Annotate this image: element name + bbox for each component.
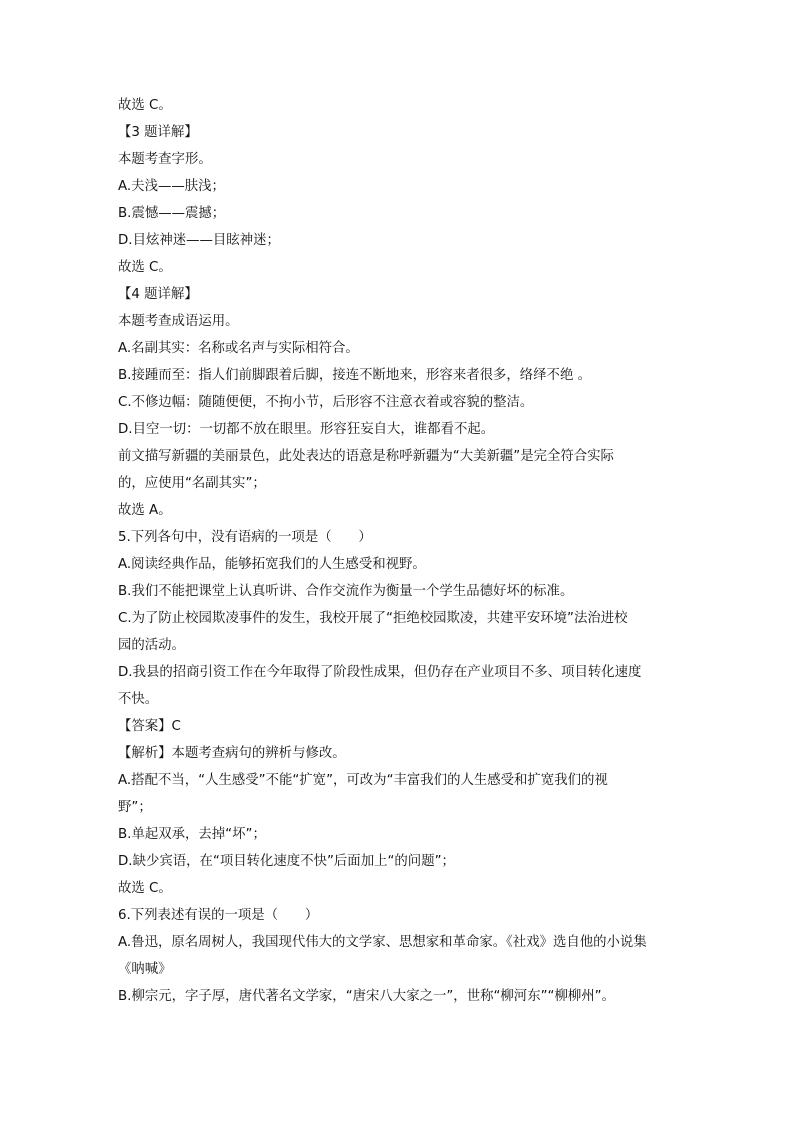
text-line: 前文描写新疆的美丽景色，此处表达的语意是称呼新疆为“大美新疆”是完全符合实际	[118, 449, 614, 464]
text-line: D.我县的招商引资工作在今年取得了阶段性成果，但仍存在产业项目不多、项目转化速度	[118, 665, 642, 680]
text-line: A.鲁迅，原名周树人，我国现代伟大的文学家、思想家和革命家。《社戏》选自他的小说集	[118, 935, 647, 950]
document-page	[118, 92, 678, 1010]
text-line: D.目炫神迷——目眩神迷；	[118, 233, 280, 248]
text-line: 故选 C。	[118, 98, 172, 113]
text-line: 不快。	[118, 692, 159, 707]
text-line: D.缺少宾语，在“项目转化速度不快”后面加上“的问题”；	[118, 854, 455, 869]
text-line: D.目空一切：一切都不放在眼里。形容狂妄自大，谁都看不起。	[118, 422, 495, 437]
section-heading: 【3 题详解】	[118, 125, 198, 140]
question-line: 6.下列表述有误的一项是（ ）	[118, 908, 319, 923]
text-line: 园的活动。	[118, 638, 185, 653]
text-line: B.单起双承，去掉“坏”；	[118, 827, 266, 842]
text-line: A.阅读经典作品，能够拓宽我们的人生感受和视野。	[118, 557, 426, 572]
text-line: B.接踵而至：指人们前脚跟着后脚，接连不断地来，形容来者很多，络绎不绝 。	[118, 368, 591, 383]
text-line: 的，应使用“名副其实”；	[118, 476, 266, 491]
text-line: C.不修边幅：随随便便，不拘小节，后形容不注意衣着或容貌的整洁。	[118, 395, 534, 410]
text-line: A.名副其实：名称或名声与实际相符合。	[118, 341, 359, 356]
section-heading: 【4 题详解】	[118, 287, 198, 302]
text-line: 本题考查成语运用。	[118, 314, 239, 329]
text-line: B.柳宗元，字子厚，唐代著名文学家，“唐宋八大家之一”，世称“柳河东”“柳柳州”。	[118, 989, 615, 1004]
text-line: B.我们不能把课堂上认真听讲、合作交流作为衡量一个学生品德好坏的标准。	[118, 584, 574, 599]
text-line: 故选 A。	[118, 503, 172, 518]
text-line: A.夫浅——肤浅；	[118, 179, 225, 194]
text-line: 野”；	[118, 800, 152, 815]
answer-line: 【答案】C	[118, 719, 181, 734]
text-line: B.震憾——震撼；	[118, 206, 226, 221]
text-line: C.为了防止校园欺凌事件的发生，我校开展了“拒绝校园欺凌，共建平安环境”法治进校	[118, 611, 628, 626]
text-line: A.搭配不当，“人生感受”不能“扩宽”，可改为“丰富我们的人生感受和扩宽我们的视	[118, 773, 608, 788]
question-line: 5.下列各句中，没有语病的一项是（ ）	[118, 530, 372, 545]
text-line: 故选 C。	[118, 881, 172, 896]
analysis-line: 【解析】本题考查病句的辨析与修改。	[118, 746, 346, 761]
text-line: 《呐喊》	[118, 962, 172, 977]
text-line: 故选 C。	[118, 260, 172, 275]
text-line: 本题考查字形。	[118, 152, 212, 167]
